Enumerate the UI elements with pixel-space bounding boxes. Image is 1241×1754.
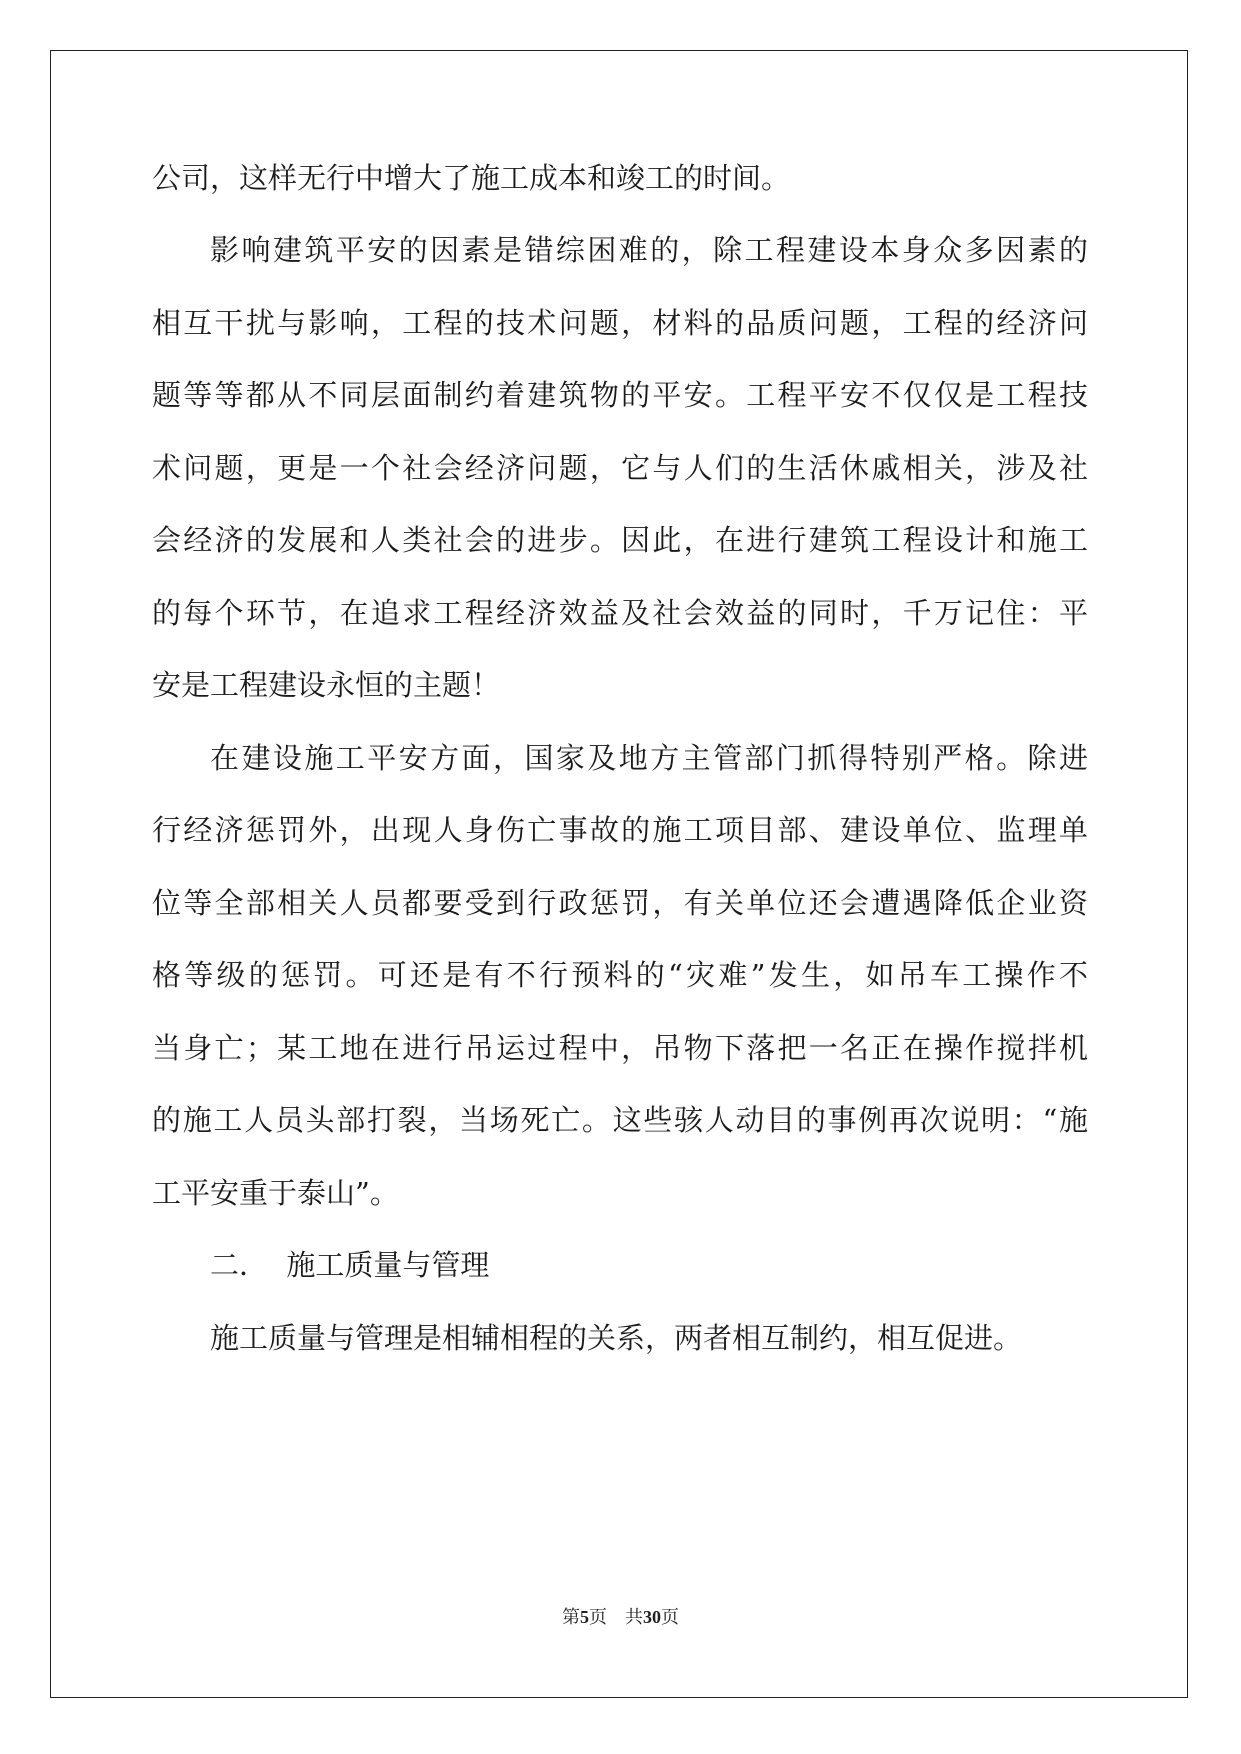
text-line: 安是工程建设永恒的主题！	[152, 668, 501, 702]
footer-prefix: 第	[562, 1607, 580, 1628]
paragraph-first-line: 在建设施工平安方面，国家及地方主管部门抓得特别严格。除进	[210, 741, 1088, 775]
page-footer	[0, 1603, 1241, 1629]
section-heading: 二． 施工质量与管理	[210, 1248, 490, 1282]
footer-suffix: 页	[661, 1607, 679, 1628]
text-line: 会经济的发展和人类社会的进步。因此，在进行建筑工程设计和施工	[152, 523, 1088, 557]
current-page-number: 5	[580, 1607, 589, 1627]
footer-middle: 页 共	[589, 1607, 643, 1628]
text-line: 当身亡；某工地在进行吊运过程中，吊物下落把一名正在操作搅拌机	[152, 1031, 1088, 1065]
text-line: 格等级的惩罚。可还是有不行预料的“灾难”发生，如吊车工操作不	[152, 958, 1088, 992]
text-line: 工平安重于泰山”。	[152, 1176, 399, 1210]
paragraph-first-line: 影响建筑平安的因素是错综困难的，除工程建设本身众多因素的	[210, 233, 1088, 267]
text-line: 相互干扰与影响，工程的技术问题，材料的品质问题，工程的经济问	[152, 306, 1088, 340]
text-line: 的施工人员头部打裂，当场死亡。这些骇人动目的事例再次说明：“施	[152, 1103, 1088, 1137]
text-line: 的每个环节，在追求工程经济效益及社会效益的同时，千万记住：平	[152, 596, 1088, 630]
total-pages-number: 30	[643, 1607, 661, 1627]
page-border	[50, 50, 1188, 1698]
text-line: 公司，这样无行中增大了施工成本和竣工的时间。	[152, 161, 791, 195]
text-line: 行经济惩罚外，出现人身伤亡事故的施工项目部、建设单位、监理单	[152, 813, 1088, 847]
text-line: 题等等都从不同层面制约着建筑物的平安。工程平安不仅仅是工程技	[152, 378, 1088, 412]
text-line: 术问题，更是一个社会经济问题，它与人们的生活休戚相关，涉及社	[152, 451, 1088, 485]
paragraph-first-line: 施工质量与管理是相辅相程的关系，两者相互制约，相互促进。	[210, 1321, 1023, 1355]
text-line: 位等全部相关人员都要受到行政惩罚，有关单位还会遭遇降低企业资	[152, 886, 1088, 920]
